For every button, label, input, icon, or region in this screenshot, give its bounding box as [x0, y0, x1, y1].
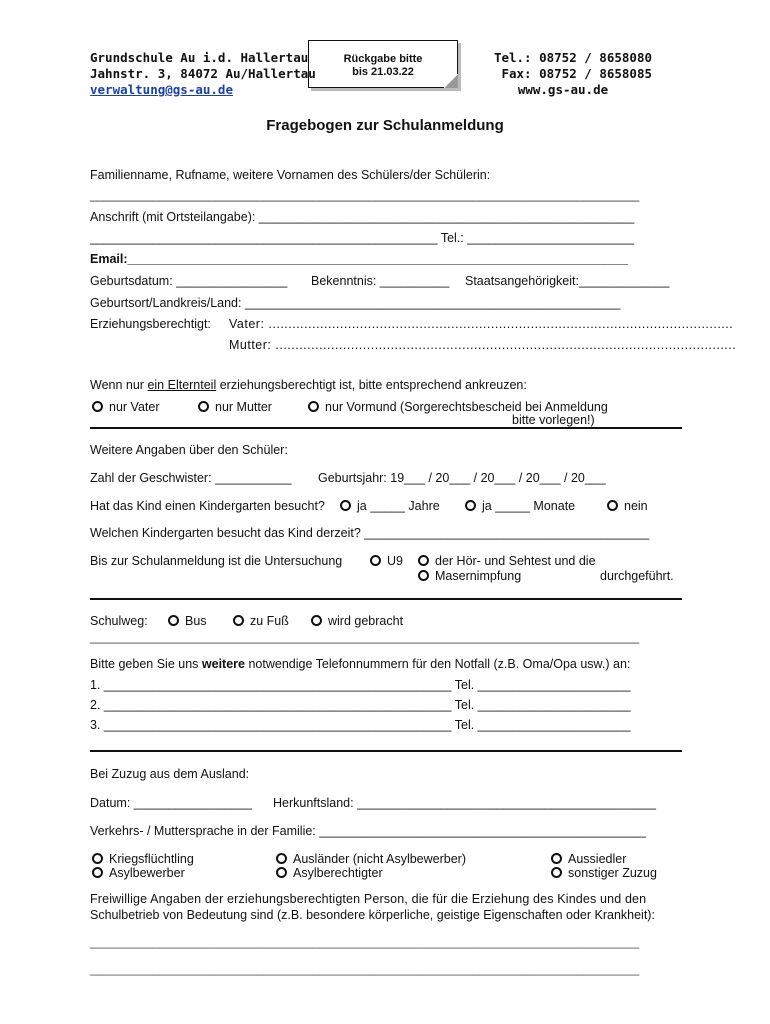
radio-circle-icon	[551, 853, 562, 864]
school-website: www.gs-au.de	[517, 82, 609, 97]
religion-field[interactable]: Bekenntnis: __________	[311, 274, 450, 288]
birthplace-field[interactable]: Geburtsort/Landkreis/Land: ______________________________________________________	[90, 296, 621, 310]
option-label: nur Vater	[109, 400, 160, 414]
exam-u9-option[interactable]	[370, 554, 403, 568]
emergency-row[interactable]: 2. __________________________________________________ Tel. ______________________	[90, 698, 631, 712]
option-only-guardian[interactable]	[308, 400, 608, 414]
father-field[interactable]: Vater: .....................................................................................................................	[229, 317, 734, 331]
guardian-label: Erziehungsberechtigt:	[90, 317, 211, 331]
section-divider	[90, 750, 682, 752]
option-label: nur Vormund (Sorgerechtsbescheid bei Anmeldung	[325, 400, 608, 414]
radio-circle-icon	[340, 500, 351, 511]
option-label: Asylbewerber	[109, 866, 185, 880]
page-fold-icon	[444, 74, 458, 88]
kindergarten-years-option[interactable]	[340, 499, 440, 513]
radio-circle-icon	[607, 500, 618, 511]
option-asylum-granted[interactable]	[276, 866, 383, 880]
option-label: ja _____ Jahre	[357, 499, 440, 513]
exam-hearing-option[interactable]	[418, 554, 596, 568]
option-label: Asylberechtigter	[293, 866, 383, 880]
school-fax: Fax: 08752 / 8658085	[501, 66, 652, 81]
school-way-driven-option[interactable]	[311, 614, 403, 628]
single-parent-emphasis: ein Elternteil	[147, 378, 217, 392]
option-label: Kriegsflüchtling	[109, 852, 194, 866]
current-kindergarten-field[interactable]: Welchen Kindergarten besucht das Kind derzeit? _________________________________________	[90, 526, 650, 540]
school-email-link[interactable]: verwaltung@gs-au.de	[90, 82, 233, 97]
option-asylum-seeker[interactable]	[92, 866, 185, 880]
option-other-arrival[interactable]	[551, 866, 657, 880]
school-way-label: Schulweg:	[90, 614, 148, 628]
guardian-note: bitte vorlegen!)	[512, 413, 595, 427]
siblings-field[interactable]: Zahl der Geschwister: ___________	[90, 471, 292, 485]
return-deadline-stamp	[308, 40, 458, 88]
emergency-text-end: notwendige Telefonnummern für den Notfall (z.B. Oma/Opa usw.) an:	[244, 657, 631, 671]
family-language-field[interactable]: Verkehrs- / Muttersprache in der Familie: _______________________________________________	[90, 824, 646, 838]
radio-circle-icon	[233, 615, 244, 626]
single-parent-question	[90, 378, 527, 392]
radio-circle-icon	[418, 555, 429, 566]
option-war-refugee[interactable]	[92, 852, 194, 866]
voluntary-info-text-2: Schulbetrieb von Bedeutung sind (z.B. besondere körperliche, geistige Eigenschaften oder Krankheit):	[90, 908, 655, 922]
section-divider	[90, 598, 682, 600]
address-field[interactable]: Anschrift (mit Ortsteilangabe): ______________________________________________________	[90, 210, 635, 224]
voluntary-line[interactable]: _______________________________________________________________________________	[90, 935, 640, 949]
single-parent-text-end: erziehungsberechtigt ist, bitte entsprechend ankreuzen:	[216, 378, 527, 392]
radio-circle-icon	[198, 401, 209, 412]
school-street: Jahnstr. 3, 84072 Au/Hallertau	[90, 66, 316, 81]
option-label: Aussiedler	[568, 852, 627, 866]
origin-country-field[interactable]: Herkunftsland: ___________________________________________	[273, 796, 657, 810]
option-label: Masernimpfung	[435, 569, 522, 583]
emergency-row[interactable]: 1. __________________________________________________ Tel. ______________________	[90, 678, 631, 692]
school-address-block	[90, 50, 316, 98]
arrival-date-field[interactable]: Datum: _________________	[90, 796, 252, 810]
option-label: Bus	[185, 614, 207, 628]
school-way-line[interactable]: _______________________________________________________________________________	[90, 630, 640, 644]
emergency-text: Bitte geben Sie uns	[90, 657, 202, 671]
option-label: der Hör- und Sehtest und die	[435, 554, 596, 568]
sibling-birthyears-field[interactable]: Geburtsjahr: 19___ / 20___ / 20___ / 20___ / 20___	[318, 471, 606, 485]
email-field[interactable]: Email:________________________________________________________________________	[90, 252, 629, 266]
emergency-emphasis: weitere	[201, 657, 245, 671]
option-label: Ausländer (nicht Asylbewerber)	[293, 852, 466, 866]
radio-circle-icon	[92, 853, 103, 864]
address-phone-field[interactable]: __________________________________________________ Tel.: ________________________	[90, 231, 635, 245]
radio-circle-icon	[168, 615, 179, 626]
radio-circle-icon	[465, 500, 476, 511]
option-label: U9	[387, 554, 403, 568]
section-divider	[90, 427, 682, 429]
nationality-field[interactable]: Staatsangehörigkeit:_____________	[465, 274, 670, 288]
single-parent-text: Wenn nur	[90, 378, 148, 392]
option-label: sonstiger Zuzug	[568, 866, 657, 880]
stamp-line-2: bis 21.03.22	[352, 66, 414, 78]
birthdate-field[interactable]: Geburtsdatum: ________________	[90, 274, 288, 288]
emergency-heading	[90, 657, 630, 671]
abroad-heading: Bei Zuzug aus dem Ausland:	[90, 767, 250, 781]
student-section-heading: Weitere Angaben über den Schüler:	[90, 443, 288, 457]
option-label: zu Fuß	[250, 614, 289, 628]
school-phone: Tel.: 08752 / 8658080	[493, 50, 652, 65]
radio-circle-icon	[92, 401, 103, 412]
radio-circle-icon	[370, 555, 381, 566]
voluntary-line[interactable]: _______________________________________________________________________________	[90, 962, 640, 976]
option-label: nein	[624, 499, 648, 513]
kindergarten-months-option[interactable]	[465, 499, 575, 513]
emergency-row[interactable]: 3. __________________________________________________ Tel. ______________________	[90, 718, 631, 732]
school-way-bus-option[interactable]	[168, 614, 207, 628]
voluntary-info-text-1: Freiwillige Angaben der erziehungsberechtigten Person, die für die Erziehung des Kindes und den	[90, 892, 647, 906]
mother-field[interactable]: Mutter: ....................................................................................................................	[229, 338, 737, 352]
exam-label: Bis zur Schulanmeldung ist die Untersuchung	[90, 554, 343, 568]
option-only-father[interactable]	[92, 400, 160, 414]
radio-circle-icon	[276, 867, 287, 878]
school-name: Grundschule Au i.d. Hallertau	[90, 50, 309, 65]
exam-measles-option[interactable]	[418, 569, 521, 583]
school-way-foot-option[interactable]	[233, 614, 289, 628]
page-title: Fragebogen zur Schulanmeldung	[266, 117, 504, 134]
radio-circle-icon	[311, 615, 322, 626]
radio-circle-icon	[276, 853, 287, 864]
exam-done-label: durchgeführt.	[600, 569, 674, 583]
radio-circle-icon	[92, 867, 103, 878]
option-label: ja _____ Monate	[482, 499, 576, 513]
option-foreigner[interactable]	[276, 852, 466, 866]
radio-circle-icon	[551, 867, 562, 878]
option-only-mother[interactable]	[198, 400, 272, 414]
option-label: wird gebracht	[328, 614, 404, 628]
kindergarten-question: Hat das Kind einen Kindergarten besucht?	[90, 499, 325, 513]
names-label: Familienname, Rufname, weitere Vornamen des Schülers/der Schülerin:	[90, 168, 491, 182]
option-label: nur Mutter	[215, 400, 272, 414]
stamp-line-1: Rückgabe bitte	[343, 53, 423, 65]
radio-circle-icon	[418, 570, 429, 581]
names-field[interactable]: _______________________________________________________________________________	[90, 188, 640, 202]
radio-circle-icon	[308, 401, 319, 412]
school-contact-block	[494, 50, 652, 98]
option-resettler[interactable]	[551, 852, 626, 866]
kindergarten-no-option[interactable]	[607, 499, 648, 513]
